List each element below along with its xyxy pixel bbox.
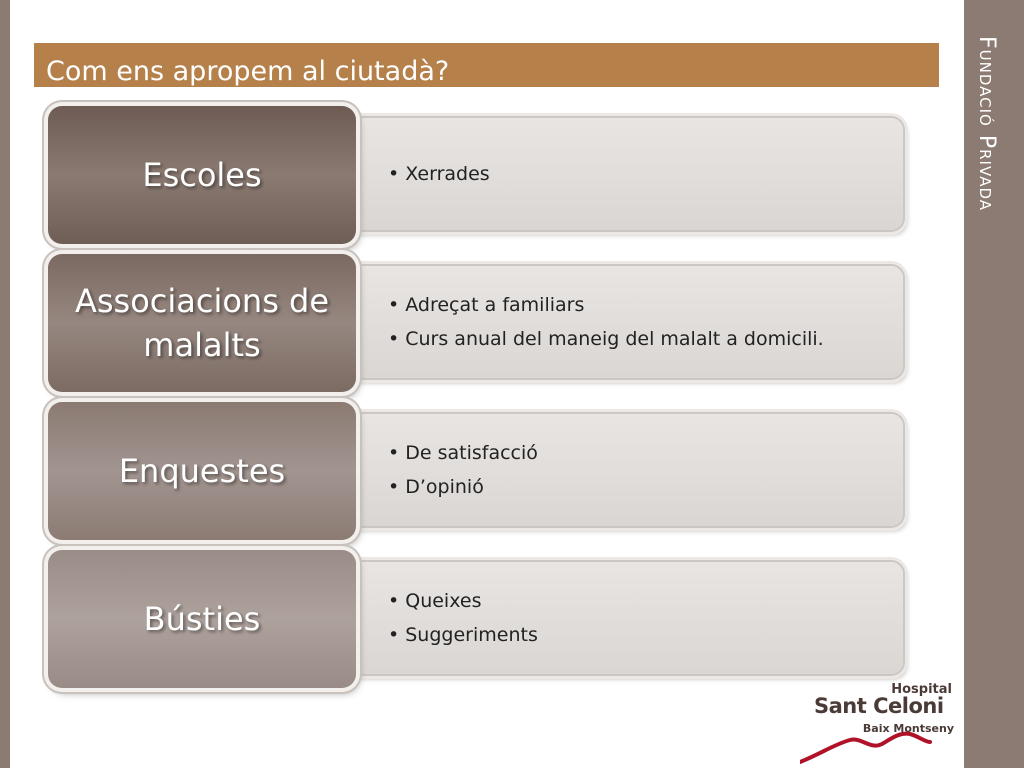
category-box [48, 254, 356, 392]
bullet-item: • Queixes [388, 584, 903, 618]
content-box [338, 118, 903, 230]
slide-title: Com ens apropem al ciutadà? [46, 56, 450, 87]
category-label: Bústies [143, 600, 261, 638]
row-associacions [48, 254, 908, 398]
bullet-item: • Suggeriments [388, 618, 903, 652]
left-edge-strip [0, 0, 10, 768]
category-box [48, 550, 356, 688]
category-label: Escoles [142, 156, 262, 194]
category-label: Associacions de malalts [74, 282, 330, 364]
logo-text-name: Sant Celoni [814, 694, 944, 718]
row-enquestes [48, 402, 908, 546]
bullet-item: • Adreçat a familiars [388, 288, 903, 322]
content-box [338, 414, 903, 526]
row-escoles [48, 106, 908, 250]
bullet-item: • D’opinió [388, 470, 903, 504]
logo-text-hospital: Hospital [891, 682, 952, 697]
category-label: Enquestes [118, 452, 286, 490]
content-box [338, 266, 903, 378]
category-box [48, 402, 356, 540]
side-title: Fundació Privada [974, 36, 999, 212]
row-busties [48, 550, 908, 694]
category-box [48, 106, 356, 244]
bullet-item: • De satisfacció [388, 436, 903, 470]
content-box [338, 562, 903, 674]
mountain-logo-icon [800, 680, 962, 764]
logo-text-sub: Baix Montseny [862, 722, 954, 735]
bullet-item: • Xerrades [388, 157, 903, 191]
hospital-logo [800, 680, 962, 764]
bullet-item: • Curs anual del maneig del malalt a domicili. [388, 322, 903, 356]
